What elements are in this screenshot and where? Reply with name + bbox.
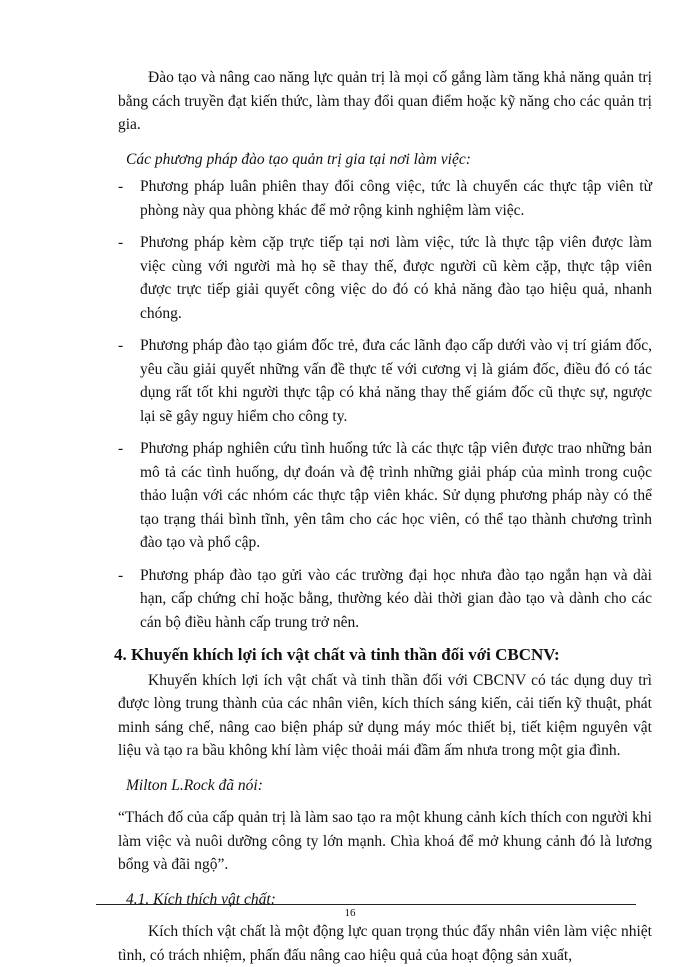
bullet-marker: - [118,566,124,584]
list-item-text: Phương pháp đào tạo gửi vào các trường đại học nhưa đào tạo ngắn hạn và dài hạn, cấp chứng chỉ hoặc bằng, thường kéo dài thời gian đào tạo và dành cho các cán bộ điều hành cấp trung trở nên. [140,566,652,631]
section-4-body: Khuyến khích lợi ích vật chất và tinh thần đối với CBCNV có tác dụng duy trì được lòng trung thành của các nhân viên, kích thích sáng kiến, cải tiến kỹ thuật, phát minh sáng chế, nâng cao biện pháp sử dụng máy móc thiết bị, tiết kiệm nguyên vật liệu và tạo ra bầu không khí làm việc thoải mái đầm ấm nhưa trong một gia đình. [118,671,652,759]
bullet-marker: - [118,178,124,195]
bullet-marker: - [118,440,124,457]
page-number: 16 [344,907,356,919]
list-item [118,437,652,555]
page-content [114,66,652,967]
footer-rule [96,904,636,905]
intro-paragraph: Đào tạo và nâng cao năng lực quản trị là mọi cố gắng làm tăng khả năng quản trị bằng cách truyền đạt kiến thức, làm thay đổi quan điểm hoặc kỹ năng cho các quản trị gia. [118,69,652,133]
section-4-heading: 4. Khuyến khích lợi ích vật chất và tinh thần đối với CBCNV: [114,645,560,664]
methods-heading: Các phương pháp đào tạo quản trị gia tại nơi làm việc: [126,150,471,168]
quote-paragraph: “Thách đố của cấp quản trị là làm sao tạo ra một khung cảnh kích thích con người khi làm việc và nuôi dưỡng công ty lớn mạnh. Chìa khoá để mở khung cảnh đó là lương bổng và đãi ngộ”. [118,809,652,873]
bullet-marker: - [118,234,124,251]
list-item [118,334,652,428]
list-item [118,175,652,222]
list-item-text: Phương pháp luân phiên thay đổi công việc, tức là chuyển các thực tập viên từ phòng này qua phòng khác để mở rộng kinh nghiệm làm việc. [140,178,652,219]
section-4-1-body: Kích thích vật chất là một động lực quan trọng thúc đẩy nhân viên làm việc nhiệt tình, có trách nhiệm, phấn đấu nâng cao hiệu quả của hoạt động sản xuất, [118,923,652,964]
bullet-marker: - [118,337,124,354]
list-item-text: Phương pháp nghiên cứu tình huống tức là các thực tập viên được trao những bản mô tả các tình huống, dự đoán và đệ trình những giải pháp của mình trong cuộc thảo luận với các nhóm các thực tập viên khác. Sử dụng phương pháp này có thể tạo trạng thái bình tĩnh, yên tâm cho các học viên, có thể tạo thành chương trình đào tạo và phổ cập. [140,440,652,551]
list-item [118,564,652,635]
section-4-1-heading: 4.1. Kích thích vật chất: [126,890,276,908]
list-item-text: Phương pháp kèm cặp trực tiếp tại nơi làm việc, tức là thực tập viên được làm việc cùng với người mà họ sẽ thay thế, được người cũ kèm cặp, thực tập viên được trực tiếp giải quyết công việc do đó có khả năng đào tạo hiệu quả, nhanh chóng. [140,234,652,322]
list-item [118,231,652,325]
methods-list [118,175,652,634]
quote-author: Milton L.Rock đã nói: [126,776,263,794]
list-item-text: Phương pháp đào tạo giám đốc trẻ, đưa các lãnh đạo cấp dưới vào vị trí giám đốc, yêu cầu giải quyết những vấn đề thực tế với cương vị là giám đốc, điều đó có tác dụng rất tốt khi người thực tập có khả năng thay thế giám đốc cũ thực sự, ngược lại sẽ gây nguy hiểm cho công ty. [140,337,652,425]
